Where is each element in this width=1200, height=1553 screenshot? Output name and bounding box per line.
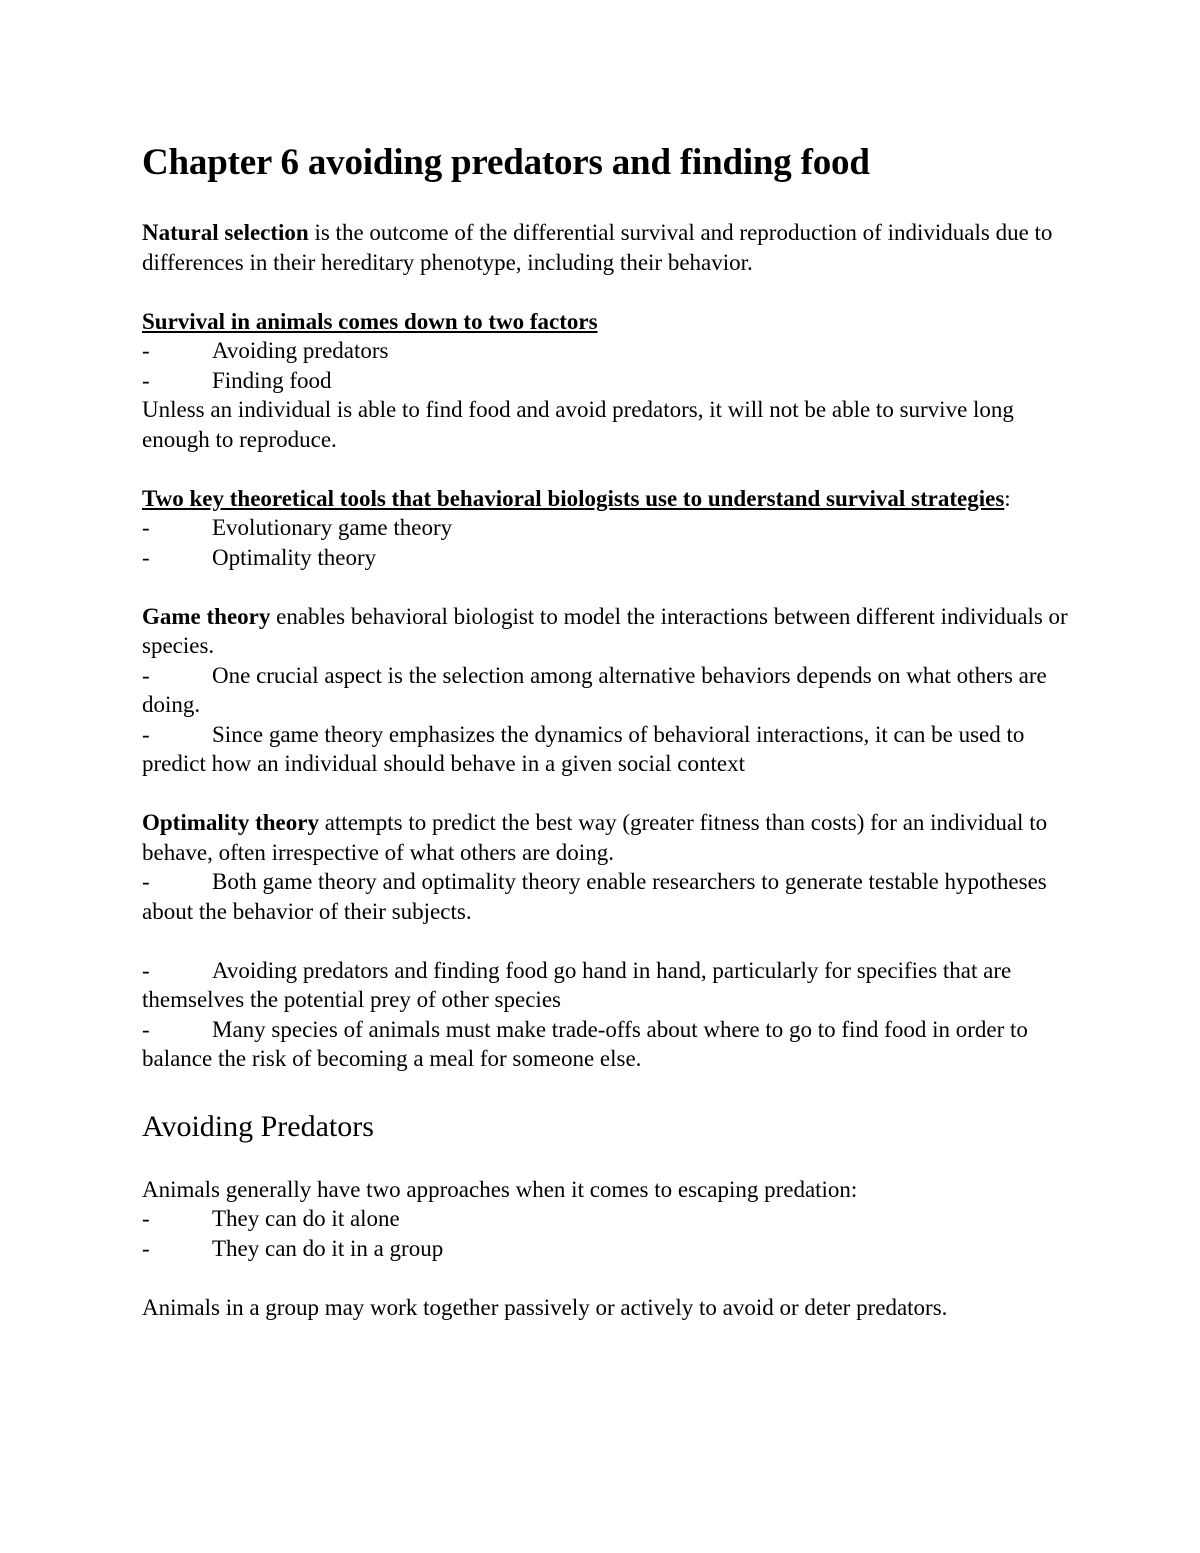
dash-marker: - [142, 515, 150, 540]
list-item-text: Optimality theory [212, 544, 377, 570]
natural-selection-term: Natural selection [142, 220, 309, 245]
list-item-text: Avoiding predators [212, 338, 389, 363]
list-item [142, 1204, 1072, 1234]
list-item [142, 720, 1072, 779]
list-item [142, 956, 1072, 1015]
natural-selection-text: is the outcome of the differential survival and reproduction of individuals due to differences in their hereditary phenotype, including their behavior. [142, 220, 1053, 275]
dash-marker: - [142, 338, 150, 363]
list-item [142, 513, 1072, 543]
avoiding-closing: Animals in a group may work together passively or actively to avoid or deter predators. [142, 1294, 948, 1320]
list-item-text: They can do it in a group [212, 1235, 444, 1261]
list-item-text: Since game theory emphasizes the dynamics of behavioral interactions, it can be used to predict how an individual should behave in a given social context [142, 721, 1025, 776]
game-theory-text: enables behavioral biologist to model the interactions between different individuals or species. [142, 603, 1068, 658]
avoiding-intro: Animals generally have two approaches when it comes to escaping predation: [142, 1176, 858, 1202]
tools-heading-paragraph [142, 484, 1072, 514]
list-item-text: They can do it alone [212, 1206, 400, 1231]
section-heading-avoiding-predators: Avoiding Predators [142, 1109, 374, 1143]
game-theory-term: Game theory [142, 603, 271, 629]
optimality-paragraph [142, 808, 1072, 867]
game-theory-paragraph [142, 602, 1072, 661]
optimality-text: attempts to predict the best way (greater fitness than costs) for an individual to behave, often irrespective of what others are doing. [142, 810, 1048, 865]
dash-marker: - [142, 662, 150, 688]
list-item-text: Avoiding predators and finding food go hand in hand, particularly for specifies that are themselves the potential prey of other species [142, 957, 1012, 1012]
list-item [142, 366, 1072, 396]
tools-heading: Two key theoretical tools that behavioral biologists use to understand survival strategies [142, 485, 1005, 511]
list-item-text: Many species of animals must make trade-offs about where to go to find food in order to balance the risk of becoming a meal for someone else. [142, 1016, 1028, 1071]
list-item-text: Evolutionary game theory [212, 515, 453, 540]
list-item-text: Finding food [212, 367, 332, 393]
list-item-text: One crucial aspect is the selection among alternative behaviors depends on what others are doing. [142, 662, 1047, 717]
survival-after-text: Unless an individual is able to find food and avoid predators, it will not be able to survive long enough to reproduce. [142, 397, 1014, 452]
page-title: Chapter 6 avoiding predators and finding food [142, 142, 870, 183]
list-item [142, 336, 1072, 366]
document-page [142, 138, 1072, 1322]
list-item [142, 661, 1072, 720]
tools-heading-colon: : [1004, 485, 1011, 511]
dash-marker: - [142, 721, 150, 747]
survival-heading: Survival in animals comes down to two factors [142, 308, 598, 334]
list-item [142, 543, 1072, 573]
dash-marker: - [142, 1016, 150, 1042]
dash-marker: - [142, 1235, 150, 1261]
list-item [142, 1015, 1072, 1074]
dash-marker: - [142, 367, 150, 393]
optimality-term: Optimality theory [142, 810, 319, 835]
dash-marker: - [142, 1206, 150, 1231]
list-item [142, 867, 1072, 926]
dash-marker: - [142, 544, 150, 570]
list-item [142, 1234, 1072, 1264]
natural-selection-paragraph [142, 218, 1072, 277]
list-item-text: Both game theory and optimality theory enable researchers to generate testable hypotheses about the behavior of their subjects. [142, 869, 1047, 924]
dash-marker: - [142, 869, 150, 894]
dash-marker: - [142, 957, 150, 983]
